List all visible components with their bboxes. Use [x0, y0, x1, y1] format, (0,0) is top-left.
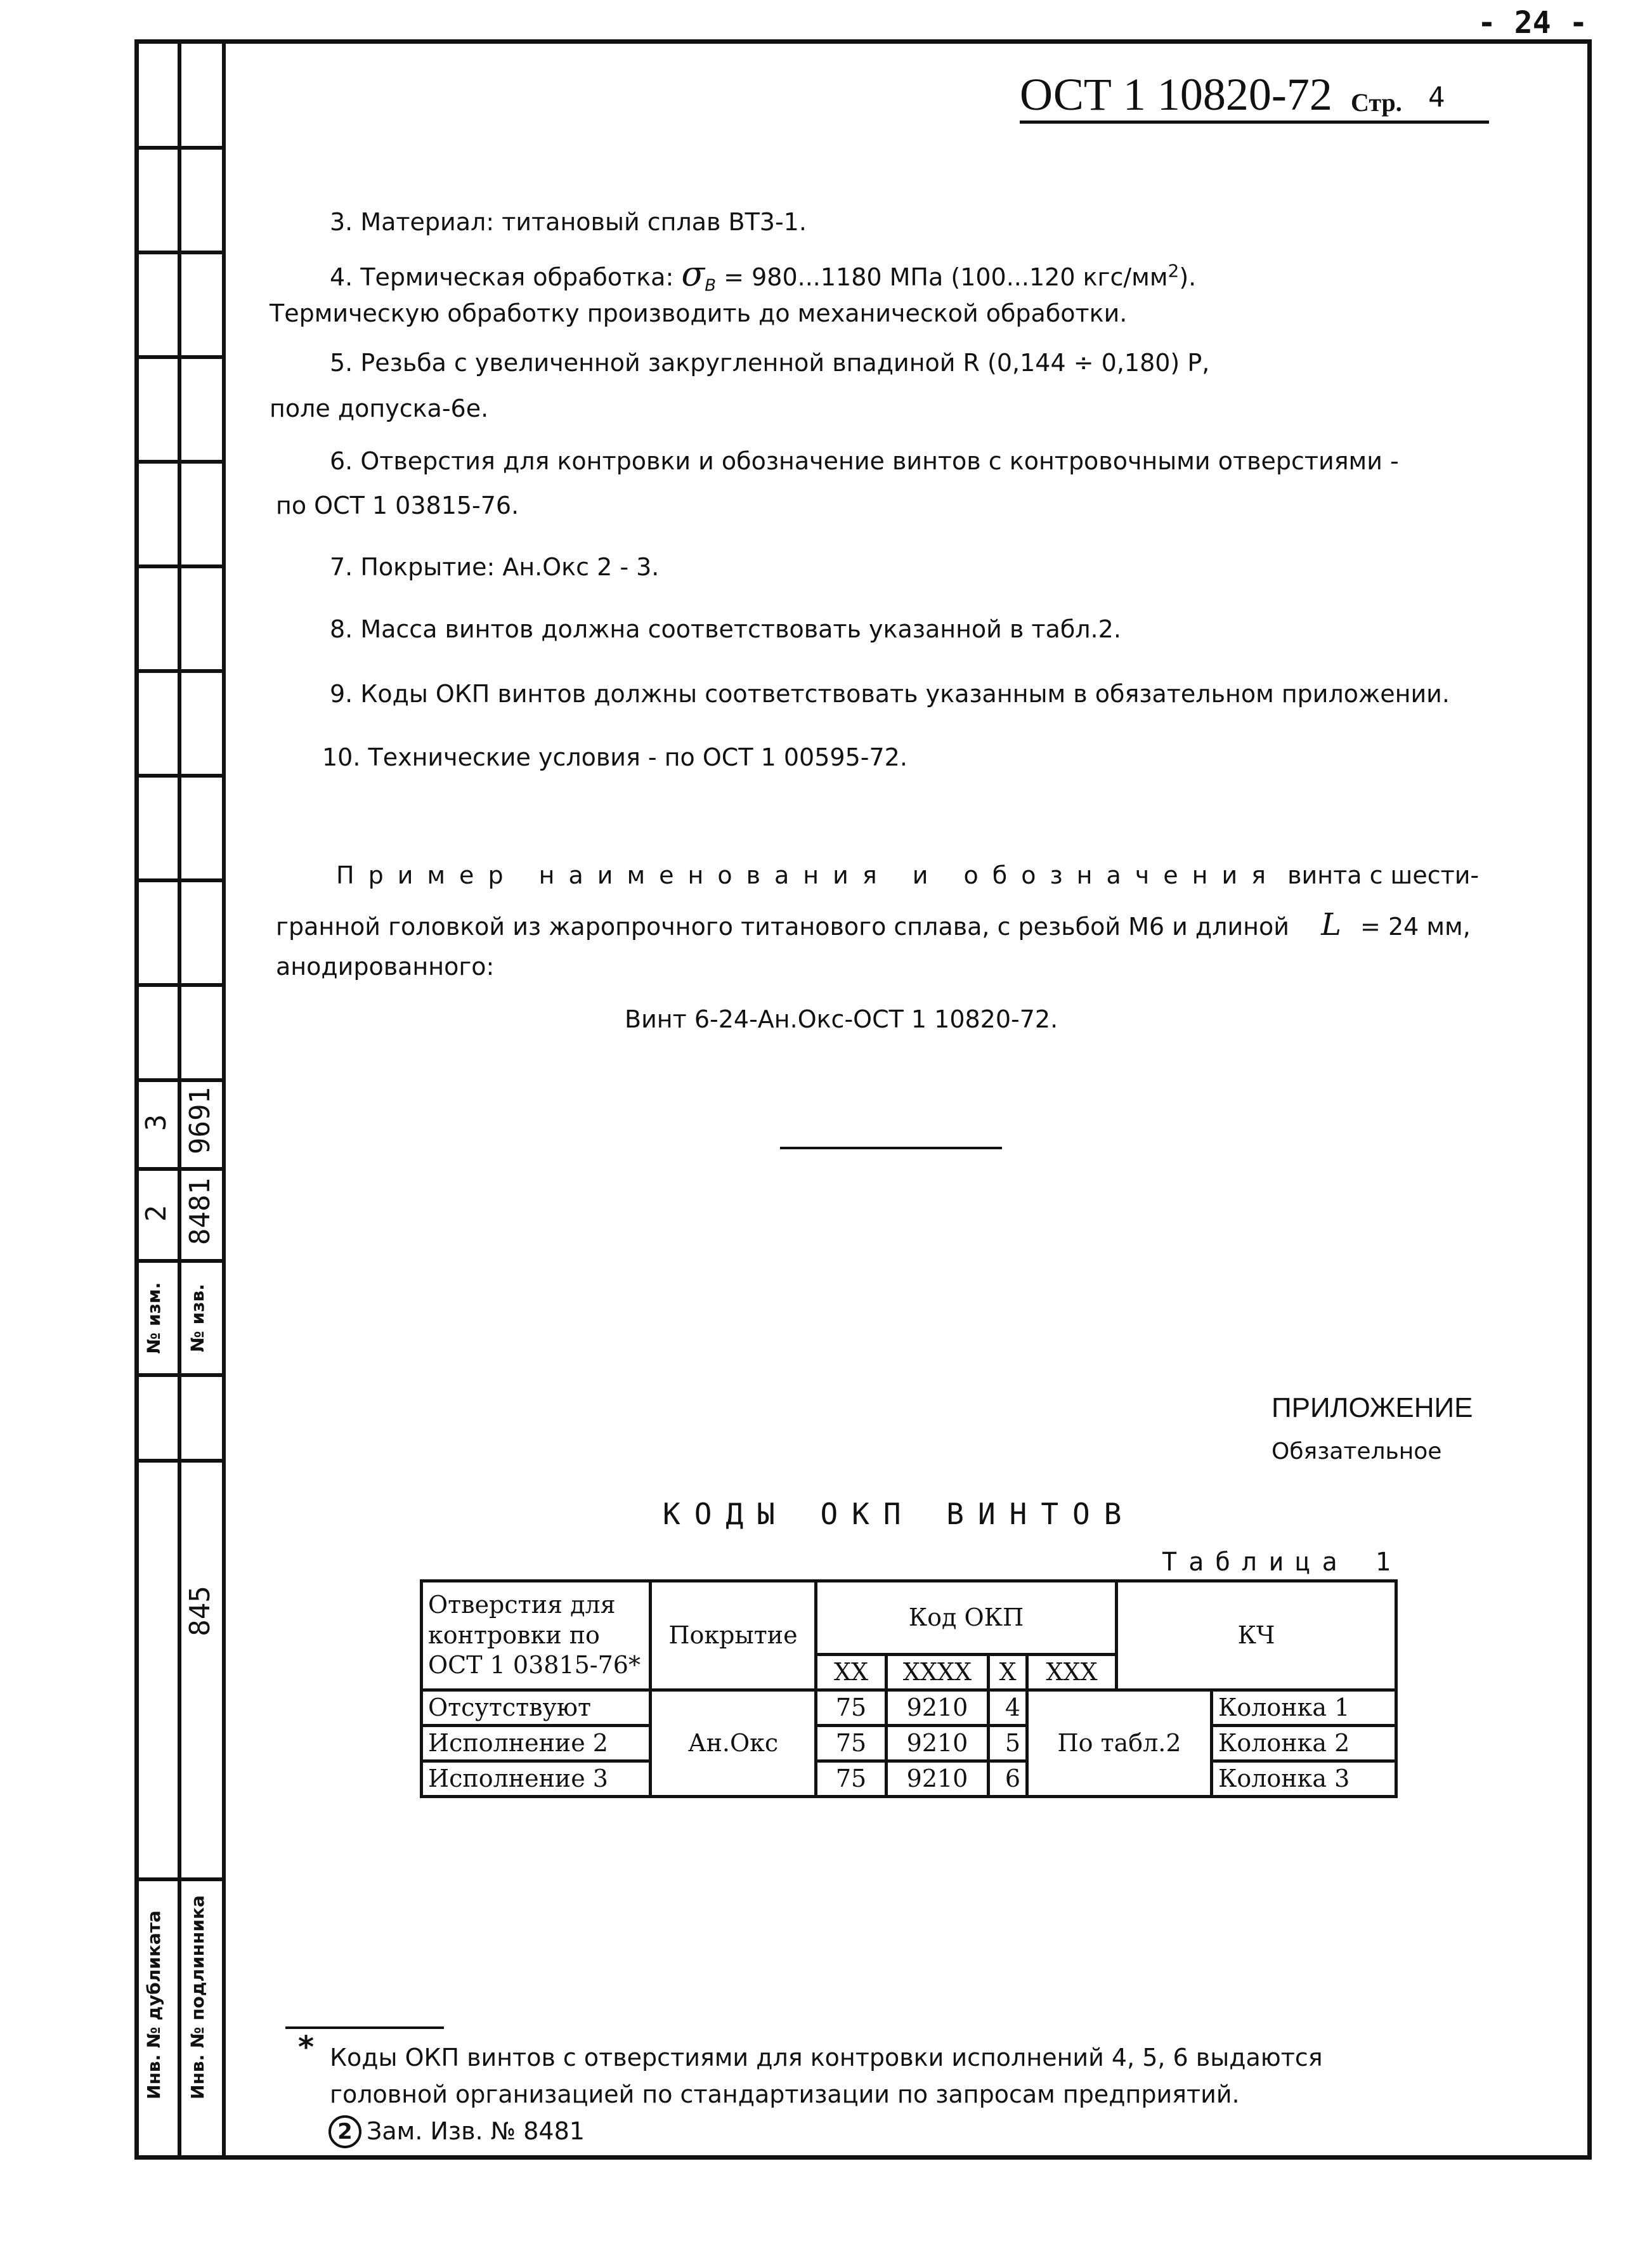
- col-kch-header: КЧ: [1117, 1581, 1396, 1690]
- original-label: Инв. № подлинника: [187, 1895, 208, 2099]
- code-subheader: XXXX: [887, 1655, 989, 1690]
- appendix-title: ПРИЛОЖЕНИЕ: [1272, 1392, 1473, 1423]
- item-5: 5. Резьба с увеличенной закругленной впадиной R (0,144 ÷ 0,180) Р,: [330, 349, 1210, 377]
- rev-header: № изм.: [143, 1282, 164, 1354]
- duplicate-label: Инв. № дубликата: [143, 1910, 164, 2099]
- ref-cell: По табл.2: [1027, 1690, 1212, 1797]
- header-rule: [1020, 121, 1489, 124]
- coating-cell: Ан.Окс: [651, 1690, 816, 1797]
- rev-number: 3: [140, 1114, 172, 1132]
- sigma-symbol: σ: [681, 254, 705, 294]
- separator-rule: [780, 1147, 1002, 1149]
- inventory-number: 845: [184, 1586, 216, 1636]
- page-number: 4: [1428, 81, 1445, 114]
- sheet-number: - 24 -: [1478, 5, 1588, 41]
- col-holes-header: Отверстия для контровки по ОСТ 1 03815-76*: [422, 1581, 651, 1690]
- code-subheader: X: [989, 1655, 1027, 1690]
- table-row: Исполнение 3 75 9210 6 Колонка 3: [422, 1761, 1396, 1797]
- rev-number: 2: [140, 1204, 172, 1222]
- code-subheader: XXX: [1027, 1655, 1117, 1690]
- code-subheader: XX: [816, 1655, 887, 1690]
- appendix-subtitle: Обязательное: [1272, 1439, 1442, 1465]
- item-4: 4. Термическая обработка: $\sigma_В = 980...1180$ МПа (100...120 кгс/$мм^2$).: [330, 254, 1197, 296]
- stamp-line: [222, 39, 226, 2160]
- item-6-continuation: по ОСТ 1 03815-76.: [276, 492, 519, 519]
- col-code-header: Код ОКП: [816, 1581, 1117, 1655]
- footnote-rule: [285, 2026, 444, 2029]
- table-row: Исполнение 2 75 9210 5 Колонка 2: [422, 1726, 1396, 1761]
- revision-mark: 2: [328, 2115, 361, 2148]
- item-8: 8. Масса винтов должна соответствовать указанной в табл.2.: [330, 615, 1121, 643]
- table-row: Отсутствуют Ан.Окс 75 9210 4 По табл.2 Колонка 1: [422, 1690, 1396, 1726]
- designation-example: Винт 6-24-Ан.Окс-ОСТ 1 10820-72.: [625, 1005, 1058, 1033]
- notice-header: № изв.: [187, 1284, 208, 1352]
- footnote-line-1: Коды ОКП винтов с отверстиями для контровки исполнений 4, 5, 6 выдаются: [330, 2044, 1323, 2072]
- example-heading: Пример наименования и обозначения винта с шести-: [336, 861, 1480, 889]
- example-line-2: гранной головкой из жаропрочного титанового сплава, с резьбой М6 и длиной L = 24 мм,: [276, 907, 1471, 943]
- document-code: ОСТ 1 10820-72: [1020, 69, 1332, 120]
- okp-codes-table: [420, 1579, 1398, 1798]
- footnote-marker: *: [298, 2030, 315, 2065]
- item-9: 9. Коды ОКП винтов должны соответствовать указанным в обязательном приложении.: [330, 680, 1450, 708]
- col-coating-header: Покрытие: [651, 1581, 816, 1690]
- notice-number: 9691: [184, 1087, 216, 1154]
- item-5-continuation: поле допуска-6е.: [270, 395, 489, 422]
- codes-title: КОДЫ ОКП ВИНТОВ: [663, 1497, 1136, 1531]
- item-10: 10. Технические условия - по ОСТ 1 00595-72.: [322, 743, 907, 771]
- footnote-line-2: головной организацией по стандартизации по запросам предприятий.: [330, 2080, 1240, 2108]
- item-7: 7. Покрытие: Ан.Окс 2 - 3.: [330, 553, 660, 581]
- example-line-3: анодированного:: [276, 953, 495, 981]
- revision-note: Зам. Изв. № 8481: [367, 2117, 585, 2145]
- page-label: Стр.: [1351, 88, 1402, 117]
- item-6: 6. Отверстия для контровки и обозначение винтов с контровочными отверстиями -: [330, 447, 1399, 475]
- notice-number: 8481: [184, 1178, 216, 1245]
- table-label: Таблица 1: [1162, 1548, 1402, 1577]
- item-3: 3. Материал: титановый сплав ВТ3-1.: [330, 208, 807, 236]
- item-4-continuation: Термическую обработку производить до механической обработки.: [270, 299, 1128, 327]
